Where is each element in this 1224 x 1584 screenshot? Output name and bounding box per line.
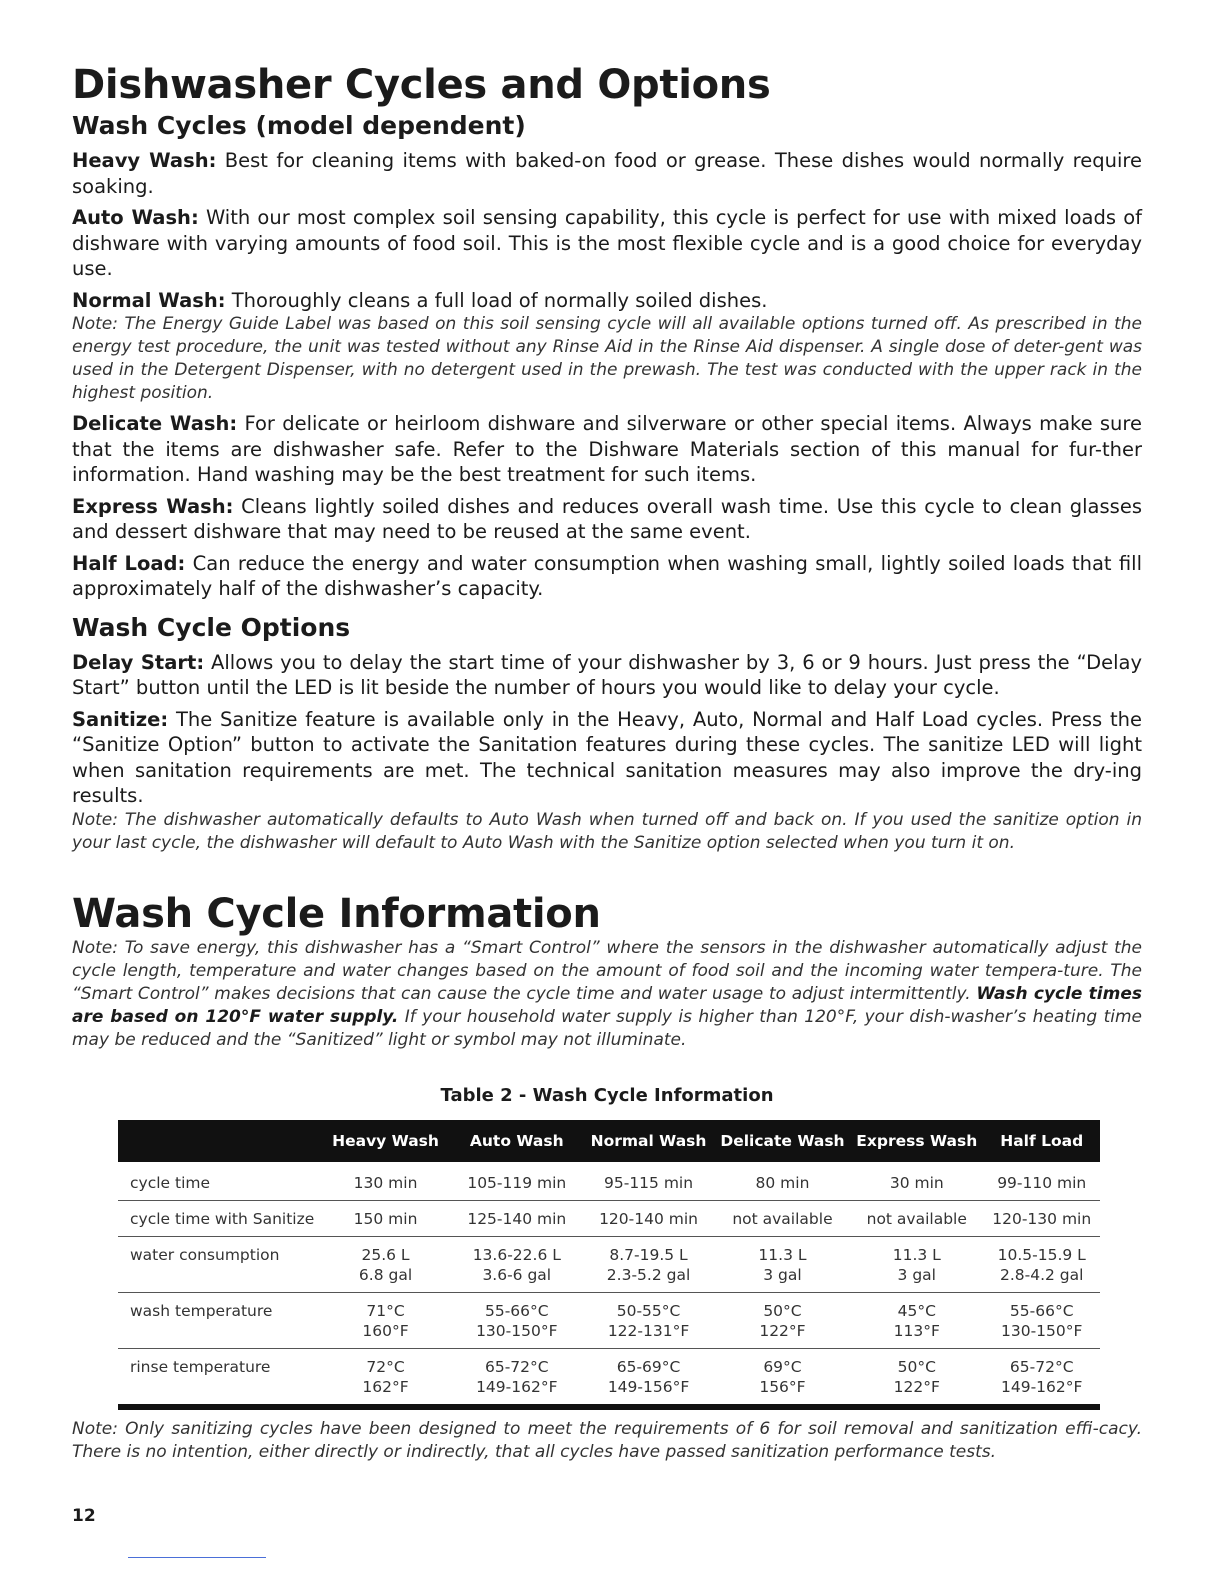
wash-cycle-information-title: Wash Cycle Information xyxy=(72,890,601,937)
cell-line: 99-110 min xyxy=(997,1173,1087,1192)
cell-line: 6.8 gal xyxy=(358,1265,413,1284)
entry-term: Express Wash: xyxy=(72,494,234,518)
cell-line: 130 min xyxy=(353,1173,418,1192)
table-cell xyxy=(451,1200,582,1236)
column-header: Heavy Wash xyxy=(320,1120,452,1164)
cell-line: 65-72°C xyxy=(484,1357,549,1376)
entry xyxy=(72,494,1142,545)
note-bold: Wash cycle times are based on 120°F water supply. xyxy=(72,983,1142,1027)
row-label: cycle time xyxy=(118,1163,320,1200)
column-header: Half Load xyxy=(983,1120,1100,1164)
entry-text: Best for cleaning items with baked-on food or grease. These dishes would normally require soaking. xyxy=(72,149,1142,198)
cell-line: 113°F xyxy=(893,1321,940,1340)
cell-line: not available xyxy=(866,1209,967,1228)
entry-term: Auto Wash: xyxy=(72,206,199,229)
cell-line: 30 min xyxy=(889,1173,944,1192)
cell-line: 95-115 min xyxy=(604,1173,694,1192)
entry xyxy=(72,288,1142,314)
table-cell xyxy=(715,1348,850,1407)
table-cell xyxy=(983,1292,1100,1348)
cell-line: 120-140 min xyxy=(599,1209,698,1228)
table-cell xyxy=(850,1348,983,1407)
cycle-list-2 xyxy=(72,411,1142,602)
entry-term: Half Load: xyxy=(72,551,186,575)
cell-line: 65-72°C xyxy=(1009,1357,1074,1376)
note-text-a: Note: To save energy, this dishwasher has a “Smart Control” where the sensors in the dishwasher automatically adjust the cycle length, temperature and water changes based on the amount of food soil and the incoming water tempera-ture. The “Smart Control” makes decisions that can cause the cycle time and water usage to adjust intermittently. xyxy=(72,937,1142,1004)
cell-line: 3 gal xyxy=(897,1265,936,1284)
table-cell xyxy=(850,1200,983,1236)
table-cell xyxy=(850,1163,983,1200)
cell-line: 3.6-6 gal xyxy=(482,1265,552,1284)
table-caption: Table 2 - Wash Cycle Information xyxy=(440,1084,774,1106)
cell-line: 55-66°C xyxy=(484,1301,549,1320)
table-cell xyxy=(582,1236,715,1292)
entry xyxy=(72,707,1142,809)
table-cell xyxy=(983,1236,1100,1292)
table-row xyxy=(118,1200,1100,1236)
table-cell xyxy=(983,1163,1100,1200)
cell-line: 122°F xyxy=(893,1377,940,1396)
smart-control-note xyxy=(72,937,1142,1052)
normal-wash-note: Note: The Energy Guide Label was based on this soil sensing cycle will all available options turned off. As prescribed in the energy test procedure, the unit was tested without any Rinse Aid in the Rinse Aid dispenser. A single dose of deter-gent was used in the Detergent Dispenser, with no detergent used in the prewash. The test was conducted with the upper rack in the highest position. xyxy=(72,314,1142,403)
cell-line: 50°C xyxy=(763,1301,802,1320)
entry xyxy=(72,551,1142,602)
row-label: cycle time with Sanitize xyxy=(118,1200,320,1236)
entry-text: Allows you to delay the start time of your dishwasher by 3, 6 or 9 hours. Just press the “Delay Start” button until the LED is lit beside the number of hours you would like to delay your cycle. xyxy=(72,650,1142,699)
table-cell xyxy=(320,1163,452,1200)
footer-rule xyxy=(128,1557,266,1558)
cell-line: 69°C xyxy=(763,1357,802,1376)
cell-line: 2.3-5.2 gal xyxy=(606,1265,691,1284)
table-body xyxy=(118,1163,1100,1407)
table-cell xyxy=(320,1348,452,1407)
table-cell xyxy=(582,1348,715,1407)
table-cell xyxy=(451,1348,582,1407)
table-cell xyxy=(715,1200,850,1236)
table-row xyxy=(118,1163,1100,1200)
table-cell xyxy=(582,1200,715,1236)
cell-line: 65-69°C xyxy=(616,1357,681,1376)
cell-line: 130-150°F xyxy=(476,1321,558,1340)
cell-line: 149-162°F xyxy=(476,1377,558,1396)
cell-line: 149-156°F xyxy=(607,1377,690,1396)
cell-line: 122-131°F xyxy=(607,1321,690,1340)
table-cell xyxy=(582,1163,715,1200)
table-cell xyxy=(582,1292,715,1348)
entry-term: Delay Start: xyxy=(72,650,205,674)
cell-line: 8.7-19.5 L xyxy=(609,1245,688,1264)
cell-line: 130-150°F xyxy=(1001,1321,1083,1340)
option-list xyxy=(72,650,1142,809)
row-label: rinse temperature xyxy=(118,1348,320,1407)
table-cell xyxy=(850,1236,983,1292)
cell-line: 13.6-22.6 L xyxy=(472,1245,561,1264)
table-cell xyxy=(715,1236,850,1292)
cell-line: 125-140 min xyxy=(467,1209,567,1228)
entry-text: For delicate or heirloom dishware and silverware or other special items. Always make sure that the items are dishwasher safe. Refer to the Dishware Materials section of this manual for fur-ther information. Hand washing may be the best treatment for such items. xyxy=(72,412,1143,486)
header-blank xyxy=(118,1120,320,1164)
cell-line: 71°C xyxy=(366,1301,405,1320)
cell-line: 122°F xyxy=(759,1321,806,1340)
cell-line: 150 min xyxy=(353,1209,418,1228)
cell-line: not available xyxy=(732,1209,833,1228)
table-cell xyxy=(451,1163,582,1200)
cell-line: 149-162°F xyxy=(1001,1377,1083,1396)
cycle-list xyxy=(72,148,1142,313)
table-cell xyxy=(320,1200,452,1236)
page-number: 12 xyxy=(72,1506,96,1526)
table-row xyxy=(118,1348,1100,1407)
entry-text: With our most complex soil sensing capability, this cycle is perfect for use with mixed loads of dishware with varying amounts of food soil. This is the most flexible cycle and is a good choice for everyday use. xyxy=(72,206,1143,280)
cell-line: 50-55°C xyxy=(616,1301,681,1320)
table-cell xyxy=(850,1292,983,1348)
wash-cycle-options-heading: Wash Cycle Options xyxy=(72,612,351,642)
options-note: Note: The dishwasher automatically defaults to Auto Wash when turned off and back on. If you used the sanitize option in your last cycle, the dishwasher will default to Auto Wash with the Sanitize option selected when you turn it on. xyxy=(72,809,1142,853)
cell-line: 11.3 L xyxy=(892,1245,941,1264)
cell-line: 50°C xyxy=(897,1357,936,1376)
table-cell xyxy=(320,1292,452,1348)
table-row xyxy=(118,1236,1100,1292)
cell-line: 120-130 min xyxy=(992,1209,1092,1228)
entry xyxy=(72,205,1142,282)
entry xyxy=(72,650,1142,701)
cell-line: 55-66°C xyxy=(1009,1301,1074,1320)
column-header: Delicate Wash xyxy=(715,1120,850,1164)
column-header: Express Wash xyxy=(850,1120,983,1164)
table-cell xyxy=(320,1236,452,1292)
cell-line: 156°F xyxy=(759,1377,806,1396)
table-cell xyxy=(983,1200,1100,1236)
entry-term: Sanitize: xyxy=(72,707,169,731)
cell-line: 2.8-4.2 gal xyxy=(999,1265,1084,1284)
table-cell xyxy=(715,1163,850,1200)
table-cell xyxy=(983,1348,1100,1407)
table-header-row xyxy=(118,1120,1100,1164)
column-header: Normal Wash xyxy=(582,1120,715,1164)
entry-text: Can reduce the energy and water consumption when washing small, lightly soiled loads that fill approximately half of the dishwasher’s capacity. xyxy=(72,551,1142,600)
entry-term: Normal Wash: xyxy=(72,288,226,312)
entry-text: Cleans lightly soiled dishes and reduces overall wash time. Use this cycle to clean glasses and dessert dishware that may need to be reused at the same event. xyxy=(72,494,1142,543)
page-content xyxy=(72,62,1142,1464)
note-text-b: If your household water supply is higher than 120°F, your dish-washer’s heating time may be reduced and the “Sanitized” light or symbol may not illuminate. xyxy=(72,1006,1142,1050)
table-cell xyxy=(715,1292,850,1348)
cell-line: 105-119 min xyxy=(467,1173,567,1192)
wash-cycles-heading: Wash Cycles (model dependent) xyxy=(72,111,526,140)
table-row xyxy=(118,1292,1100,1348)
table-cell xyxy=(451,1292,582,1348)
cell-line: 72°C xyxy=(366,1357,405,1376)
row-label: wash temperature xyxy=(118,1292,320,1348)
cell-line: 160°F xyxy=(362,1321,409,1340)
cell-line: 3 gal xyxy=(763,1265,802,1284)
entry-term: Heavy Wash: xyxy=(72,149,217,172)
entry-text: The Sanitize feature is available only in the Heavy, Auto, Normal and Half Load cycles. Press the “Sanitize Option” button to activate the Sanitation features during these cycles. The sanitize LED will light when sanitation requirements are met. The technical sanitation measures may also improve the dry-ing results. xyxy=(72,707,1142,807)
entry xyxy=(72,411,1142,488)
cell-line: 10.5-15.9 L xyxy=(997,1245,1086,1264)
table-cell xyxy=(451,1236,582,1292)
table-footnote: Note: Only sanitizing cycles have been designed to meet the requirements of 6 for soil removal and sanitization effi-cacy. There is no intention, either directly or indirectly, that all cycles have passed sanitization performance tests. xyxy=(72,1418,1142,1462)
wash-cycle-table xyxy=(118,1120,1100,1410)
page-title: Dishwasher Cycles and Options xyxy=(72,62,771,108)
cell-line: 11.3 L xyxy=(758,1245,807,1264)
cell-line: 25.6 L xyxy=(361,1245,410,1264)
entry-text: Thoroughly cleans a full load of normally soiled dishes. xyxy=(225,288,768,312)
cell-line: 45°C xyxy=(897,1301,936,1320)
cell-line: 162°F xyxy=(362,1377,409,1396)
column-header: Auto Wash xyxy=(451,1120,582,1164)
entry xyxy=(72,148,1142,199)
row-label: water consumption xyxy=(118,1236,320,1292)
cell-line: 80 min xyxy=(755,1173,810,1192)
entry-term: Delicate Wash: xyxy=(72,412,238,435)
